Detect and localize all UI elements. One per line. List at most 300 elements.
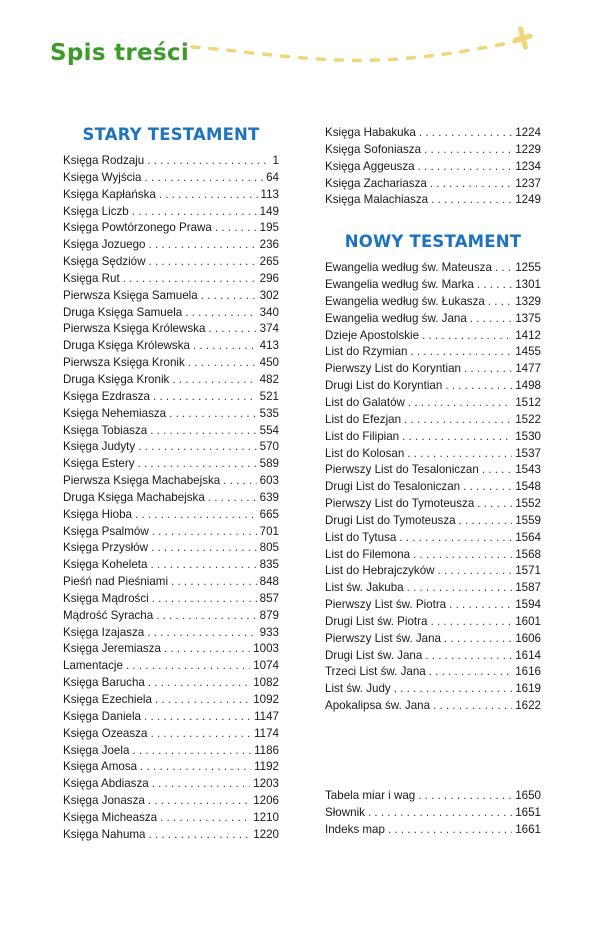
toc-entry-page: 848 — [259, 575, 279, 589]
toc-entry[interactable] — [63, 170, 279, 187]
toc-entry-title: Pierwsza Księga Samuela — [63, 288, 198, 302]
toc-entry-page: 1255 — [515, 261, 541, 275]
toc-entry-title: Drugi List św. Jana — [325, 648, 423, 662]
toc-entry-page: 879 — [259, 608, 279, 622]
toc-entry-title: Księga Micheasza — [63, 810, 158, 824]
dot-leader — [185, 305, 256, 322]
dot-leader — [482, 462, 512, 479]
toc-entry-title: Pierwszy List św. Piotra — [325, 598, 447, 612]
toc-entry-title: Druga Księga Kronik — [63, 372, 170, 386]
dot-leader — [164, 641, 250, 658]
toc-entry[interactable] — [63, 726, 279, 743]
toc-entry-title: Ewangelia według św. Łukasza — [325, 294, 485, 308]
toc-entry-page: 1587 — [515, 581, 541, 595]
dot-leader — [429, 664, 512, 681]
dot-leader — [148, 793, 250, 810]
toc-entry-title: Trzeci List św. Jana — [325, 665, 426, 679]
toc-entry-page: 1650 — [515, 789, 541, 802]
toc-entry[interactable] — [325, 614, 541, 631]
toc-entry-title: Dzieje Apostolskie — [325, 328, 420, 342]
dot-leader — [160, 810, 250, 827]
toc-entry-page: 1512 — [515, 395, 541, 409]
appendix-list — [325, 788, 541, 839]
toc-entry[interactable] — [325, 260, 541, 277]
toc-entry-title: Księga Rut — [63, 271, 120, 285]
toc-entry[interactable] — [63, 321, 279, 338]
toc-entry[interactable] — [63, 271, 279, 288]
dot-leader — [488, 294, 512, 311]
toc-entry-title: Księga Hioba — [63, 507, 132, 521]
new-testament-heading: NOWY TESTAMENT — [344, 232, 522, 252]
toc-entry[interactable] — [63, 338, 279, 355]
toc-entry-title: Księga Psalmów — [63, 524, 149, 538]
dot-leader — [477, 496, 512, 513]
toc-entry[interactable] — [325, 159, 541, 176]
toc-entry[interactable] — [325, 361, 541, 378]
toc-entry-title: List do Kolosan — [325, 446, 405, 460]
dashed-trail — [192, 40, 522, 60]
toc-entry-title: List do Tytusa — [325, 530, 397, 544]
toc-entry-title: Księga Ezechiela — [63, 693, 152, 706]
toc-entry[interactable] — [63, 759, 279, 776]
toc-entry[interactable] — [63, 507, 279, 524]
toc-entry-page: 1498 — [515, 379, 541, 393]
toc-entry-title: Druga Księga Machabejska — [63, 490, 205, 504]
toc-entry-title: Księga Izajasza — [63, 625, 145, 639]
toc-entry-title: Słownik — [325, 805, 365, 819]
dot-leader — [464, 361, 512, 378]
toc-entry[interactable] — [63, 793, 279, 810]
toc-entry-title: Księga Abdiasza — [63, 777, 149, 791]
dot-leader — [149, 827, 251, 844]
dot-leader — [422, 328, 512, 345]
dot-leader — [399, 530, 512, 547]
toc-entry-page: 1571 — [515, 564, 541, 578]
toc-entry-title: Księga Tobiasza — [63, 423, 148, 437]
toc-entry[interactable] — [325, 395, 541, 412]
toc-entry[interactable] — [63, 406, 279, 423]
toc-entry[interactable] — [63, 220, 279, 237]
dot-leader — [147, 625, 256, 642]
page-title: Spis treści — [50, 40, 190, 66]
toc-entry[interactable] — [63, 658, 279, 675]
toc-entry-page: 302 — [259, 288, 279, 302]
toc-entry-page: 1568 — [515, 547, 541, 561]
toc-entry-page: 554 — [259, 423, 279, 437]
toc-entry-title: Tabela miar i wag — [325, 789, 416, 802]
toc-entry-title: Księga Daniela — [63, 709, 141, 723]
toc-entry-title: Mądrość Syracha — [63, 608, 154, 622]
toc-entry-title: Księga Sofoniasza — [325, 142, 422, 156]
toc-entry-page: 1412 — [515, 328, 541, 342]
cross-marker-icon — [510, 24, 536, 52]
dot-leader — [223, 473, 256, 490]
toc-entry[interactable] — [63, 524, 279, 541]
toc-entry-title: Apokalipsa św. Jana — [325, 699, 431, 713]
dot-leader — [144, 709, 251, 726]
dot-leader — [145, 170, 264, 187]
dot-leader — [201, 288, 257, 305]
dot-leader — [156, 608, 256, 625]
toc-entry[interactable] — [63, 355, 279, 372]
toc-entry[interactable] — [325, 788, 541, 805]
new-testament-list — [325, 260, 541, 715]
toc-entry[interactable] — [325, 631, 541, 648]
dot-leader — [430, 176, 512, 193]
toc-entry[interactable] — [63, 743, 279, 760]
toc-entry-page: 1622 — [515, 699, 541, 713]
dot-leader — [126, 658, 250, 675]
dot-leader — [394, 681, 512, 698]
toc-entry[interactable] — [325, 378, 541, 395]
dot-leader — [408, 395, 512, 412]
toc-entry-title: Lamentacje — [63, 659, 123, 673]
dot-leader — [431, 192, 512, 209]
toc-entry-title: List do Hebrajczyków — [325, 564, 435, 578]
toc-entry-page: 450 — [259, 356, 279, 370]
toc-entry[interactable] — [325, 563, 541, 580]
toc-entry[interactable] — [63, 709, 279, 726]
dot-leader — [140, 759, 251, 776]
toc-entry[interactable] — [63, 254, 279, 271]
toc-entry[interactable] — [63, 675, 279, 692]
toc-entry-page: 535 — [259, 406, 279, 420]
toc-entry-title: Księga Powtórzonego Prawa — [63, 221, 212, 235]
toc-entry[interactable] — [325, 822, 541, 839]
dot-leader — [208, 321, 256, 338]
toc-entry[interactable] — [63, 490, 279, 507]
toc-entry-page: 857 — [259, 591, 279, 605]
toc-entry-title: Księga Mądrości — [63, 591, 149, 605]
toc-entry-page: 1616 — [515, 665, 541, 679]
toc-entry-title: List do Rzymian — [325, 345, 408, 359]
toc-entry-page: 1220 — [253, 827, 279, 841]
toc-entry-page: 1082 — [253, 676, 279, 690]
dot-leader — [172, 372, 256, 389]
toc-entry-title: List do Efezjan — [325, 412, 402, 426]
toc-entry-page: 1375 — [515, 311, 541, 325]
toc-entry-page: 1530 — [515, 429, 541, 443]
dot-leader — [123, 271, 257, 288]
dot-leader — [150, 557, 256, 574]
toc-entry-page: 1601 — [515, 614, 541, 628]
toc-entry-page: 1237 — [515, 176, 541, 190]
dot-leader — [171, 574, 257, 591]
toc-entry-title: Księga Nahuma — [63, 827, 146, 841]
toc-entry-page: 195 — [259, 221, 279, 235]
dot-leader — [150, 726, 251, 743]
toc-entry[interactable] — [63, 776, 279, 793]
dot-leader — [413, 547, 512, 564]
toc-entry-page: 570 — [259, 440, 279, 454]
toc-entry-page: 1301 — [515, 278, 541, 292]
toc-entry-title: Pierwszy List św. Jana — [325, 631, 441, 645]
toc-entry-page: 296 — [259, 271, 279, 285]
toc-entry-page: 482 — [259, 372, 279, 386]
toc-entry[interactable] — [63, 625, 279, 642]
toc-entry[interactable] — [63, 692, 279, 709]
toc-entry[interactable] — [325, 311, 541, 328]
dot-leader — [215, 220, 257, 237]
toc-entry-page: 1147 — [254, 709, 279, 723]
dot-leader — [463, 479, 512, 496]
toc-entry-title: Księga Jeremiasza — [63, 642, 161, 656]
toc-entry-page: 1186 — [254, 743, 279, 757]
toc-entry-page: 265 — [259, 255, 279, 269]
dashed-path-decoration — [0, 0, 596, 110]
toc-entry-title: Księga Kapłańska — [63, 187, 156, 201]
dot-leader — [149, 254, 257, 271]
dot-leader — [419, 125, 512, 142]
toc-entry[interactable] — [325, 446, 541, 463]
dot-leader — [444, 631, 512, 648]
toc-entry[interactable] — [63, 305, 279, 322]
toc-entry[interactable] — [325, 192, 541, 209]
dot-leader — [169, 406, 257, 423]
dot-leader — [150, 423, 256, 440]
toc-entry-page: 1092 — [253, 693, 279, 706]
toc-entry-page: 639 — [259, 490, 279, 504]
dot-leader — [148, 675, 250, 692]
dot-leader — [433, 698, 512, 715]
dot-leader — [132, 743, 251, 760]
dot-leader — [151, 540, 257, 557]
toc-entry-page: 1661 — [515, 822, 541, 836]
toc-entry-page: 1559 — [515, 513, 541, 527]
toc-entry-title: Drugi List św. Piotra — [325, 614, 428, 628]
toc-entry-title: Ewangelia według św. Jana — [325, 311, 467, 325]
toc-entry[interactable] — [325, 142, 541, 159]
old-testament-continued-list — [325, 125, 541, 209]
toc-entry-title: Pierwsza Księga Królewska — [63, 322, 206, 336]
toc-entry-page: 1619 — [515, 682, 541, 696]
right-column — [325, 125, 541, 839]
toc-entry[interactable] — [325, 429, 541, 446]
toc-entry-page: 113 — [260, 187, 279, 201]
toc-entry[interactable] — [325, 496, 541, 513]
toc-entry-title: Pierwszy List do Koryntian — [325, 362, 461, 376]
toc-entry-title: Księga Judyty — [63, 440, 136, 454]
toc-entry[interactable] — [63, 557, 279, 574]
toc-entry-title: Księga Przysłów — [63, 541, 149, 555]
dot-leader — [410, 344, 512, 361]
dot-leader — [470, 311, 512, 328]
toc-entry-title: Księga Wyjścia — [63, 170, 142, 184]
toc-entry-title: Indeks map — [325, 822, 385, 836]
toc-entry-page: 1455 — [515, 345, 541, 359]
toc-entry-page: 1074 — [253, 659, 279, 673]
toc-entry-title: Księga Barucha — [63, 676, 145, 690]
toc-entry-page: 933 — [259, 625, 279, 639]
toc-entry-page: 1564 — [515, 530, 541, 544]
toc-entry-page: 1537 — [515, 446, 541, 460]
dot-leader — [459, 513, 513, 530]
dot-leader — [153, 389, 257, 406]
toc-entry[interactable] — [325, 530, 541, 547]
toc-entry[interactable] — [63, 540, 279, 557]
toc-entry-title: Pierwsza Księga Kronik — [63, 356, 185, 370]
dot-leader — [152, 591, 257, 608]
toc-entry[interactable] — [325, 681, 541, 698]
dot-leader — [208, 490, 257, 507]
toc-entry-title: Księga Koheleta — [63, 558, 148, 572]
toc-entry-title: Druga Księga Królewska — [63, 339, 190, 353]
toc-entry-title: Ewangelia według św. Mateusza — [325, 261, 492, 275]
toc-entry-page: 374 — [259, 322, 279, 336]
toc-entry[interactable] — [325, 344, 541, 361]
toc-entry-title: Księga Zachariasza — [325, 176, 427, 190]
toc-entry-page: 1229 — [515, 142, 541, 156]
toc-entry-page: 1003 — [253, 642, 279, 656]
toc-entry[interactable] — [63, 423, 279, 440]
dot-leader — [152, 524, 257, 541]
toc-entry-page: 701 — [259, 524, 279, 538]
dot-leader — [407, 446, 512, 463]
toc-entry[interactable] — [325, 479, 541, 496]
dot-leader — [424, 142, 512, 159]
dot-leader — [368, 805, 512, 822]
dot-leader — [495, 260, 512, 277]
toc-entry-page: 1614 — [515, 648, 541, 662]
toc-entry[interactable] — [63, 574, 279, 591]
toc-entry-title: List św. Jakuba — [325, 581, 404, 595]
toc-entry-page: 1548 — [515, 480, 541, 494]
toc-entry-title: List do Filipian — [325, 429, 400, 443]
toc-entry[interactable] — [325, 698, 541, 715]
toc-entry-title: Księga Liczb — [63, 204, 129, 218]
dot-leader — [132, 204, 257, 221]
toc-entry[interactable] — [325, 125, 541, 142]
toc-entry-title: Księga Estery — [63, 457, 135, 471]
toc-entry-page: 1203 — [253, 777, 279, 791]
toc-entry[interactable] — [325, 277, 541, 294]
toc-entry-title: Drugi List do Tymoteusza — [325, 513, 456, 527]
toc-entry[interactable] — [63, 608, 279, 625]
toc-entry-page: 1651 — [515, 805, 541, 819]
dot-leader — [407, 580, 513, 597]
toc-entry-page: 1 — [272, 154, 279, 167]
toc-entry[interactable] — [325, 580, 541, 597]
toc-entry[interactable] — [325, 328, 541, 345]
toc-entry[interactable] — [63, 456, 279, 473]
toc-entry[interactable] — [325, 805, 541, 822]
dot-leader — [188, 355, 257, 372]
toc-entry[interactable] — [325, 412, 541, 429]
dot-leader — [404, 412, 512, 429]
toc-entry-page: 1210 — [253, 810, 279, 824]
toc-entry[interactable] — [325, 664, 541, 681]
toc-entry-page: 149 — [259, 204, 279, 218]
toc-entry[interactable] — [325, 597, 541, 614]
toc-entry[interactable] — [63, 187, 279, 204]
toc-entry-title: Księga Jozuego — [63, 238, 146, 252]
toc-entry-page: 521 — [259, 389, 279, 403]
toc-entry[interactable] — [325, 648, 541, 665]
toc-entry[interactable] — [325, 513, 541, 530]
toc-entry-title: Drugi List do Koryntian — [325, 379, 443, 393]
toc-entry-page: 805 — [259, 541, 279, 555]
dot-leader — [402, 429, 512, 446]
toc-entry-page: 1594 — [515, 598, 541, 612]
toc-entry-page: 1522 — [515, 412, 541, 426]
toc-entry[interactable] — [325, 176, 541, 193]
dot-leader — [418, 159, 513, 176]
toc-entry-page: 1543 — [515, 463, 541, 477]
toc-entry-title: Księga Sędziów — [63, 255, 146, 269]
dot-leader — [430, 614, 512, 631]
dot-leader — [152, 776, 250, 793]
toc-entry-title: List do Galatów — [325, 395, 405, 409]
toc-entry-page: 1206 — [253, 794, 279, 808]
toc-entry-page: 665 — [259, 507, 279, 521]
toc-entry[interactable] — [325, 547, 541, 564]
toc-entry-page: 1249 — [515, 193, 541, 207]
toc-entry[interactable] — [63, 591, 279, 608]
dot-leader — [445, 378, 512, 395]
toc-entry-title: List św. Judy — [325, 682, 391, 696]
toc-entry[interactable] — [63, 810, 279, 827]
toc-entry[interactable] — [63, 389, 279, 406]
toc-entry-title: Księga Habakuka — [325, 126, 416, 139]
dot-leader — [438, 563, 513, 580]
left-column — [63, 124, 279, 844]
dot-leader — [449, 597, 512, 614]
toc-entry[interactable] — [63, 372, 279, 389]
toc-entry[interactable] — [63, 641, 279, 658]
toc-entry[interactable] — [63, 827, 279, 844]
dot-leader — [477, 277, 512, 294]
toc-entry-title: Pierwszy List do Tymoteusza — [325, 497, 475, 511]
toc-entry-title: Ewangelia według św. Marka — [325, 278, 474, 292]
old-testament-heading: STARY TESTAMENT — [82, 125, 260, 144]
toc-entry-page: 64 — [266, 170, 279, 184]
toc-entry-page: 1174 — [254, 726, 279, 740]
dot-leader — [147, 153, 269, 170]
toc-entry-page: 413 — [259, 339, 279, 353]
toc-entry-title: Księga Nehemiasza — [63, 406, 167, 420]
toc-entry[interactable] — [63, 153, 279, 170]
toc-entry-title: Księga Joela — [63, 743, 130, 757]
toc-entry-title: Księga Amosa — [63, 760, 138, 774]
toc-entry-page: 1606 — [515, 631, 541, 645]
dot-leader — [135, 507, 257, 524]
toc-entry-page: 1234 — [515, 159, 541, 173]
toc-entry[interactable] — [63, 237, 279, 254]
toc-entry-title: Księga Ozeasza — [63, 726, 148, 740]
toc-entry-title: Księga Aggeusza — [325, 159, 415, 173]
old-testament-list — [63, 153, 279, 844]
toc-entry-title: Księga Rodzaju — [63, 154, 145, 167]
toc-entry-title: List do Filemona — [325, 547, 411, 561]
toc-entry-title: Pierwszy List do Tesaloniczan — [325, 463, 479, 477]
dot-leader — [425, 648, 512, 665]
toc-entry-title: Księga Malachiasza — [325, 193, 429, 207]
toc-entry[interactable] — [325, 462, 541, 479]
toc-entry[interactable] — [63, 288, 279, 305]
toc-entry-page: 236 — [259, 238, 279, 252]
toc-entry[interactable] — [325, 294, 541, 311]
dot-leader — [155, 692, 250, 709]
toc-entry-page: 1552 — [515, 497, 541, 511]
dot-leader — [138, 456, 257, 473]
toc-entry-title: Księga Ezdrasza — [63, 389, 150, 403]
toc-entry-page: 603 — [259, 474, 279, 488]
toc-entry[interactable] — [63, 439, 279, 456]
toc-entry[interactable] — [63, 473, 279, 490]
toc-entry-page: 340 — [259, 305, 279, 319]
toc-entry[interactable] — [63, 204, 279, 221]
toc-entry-page: 1224 — [515, 126, 541, 139]
